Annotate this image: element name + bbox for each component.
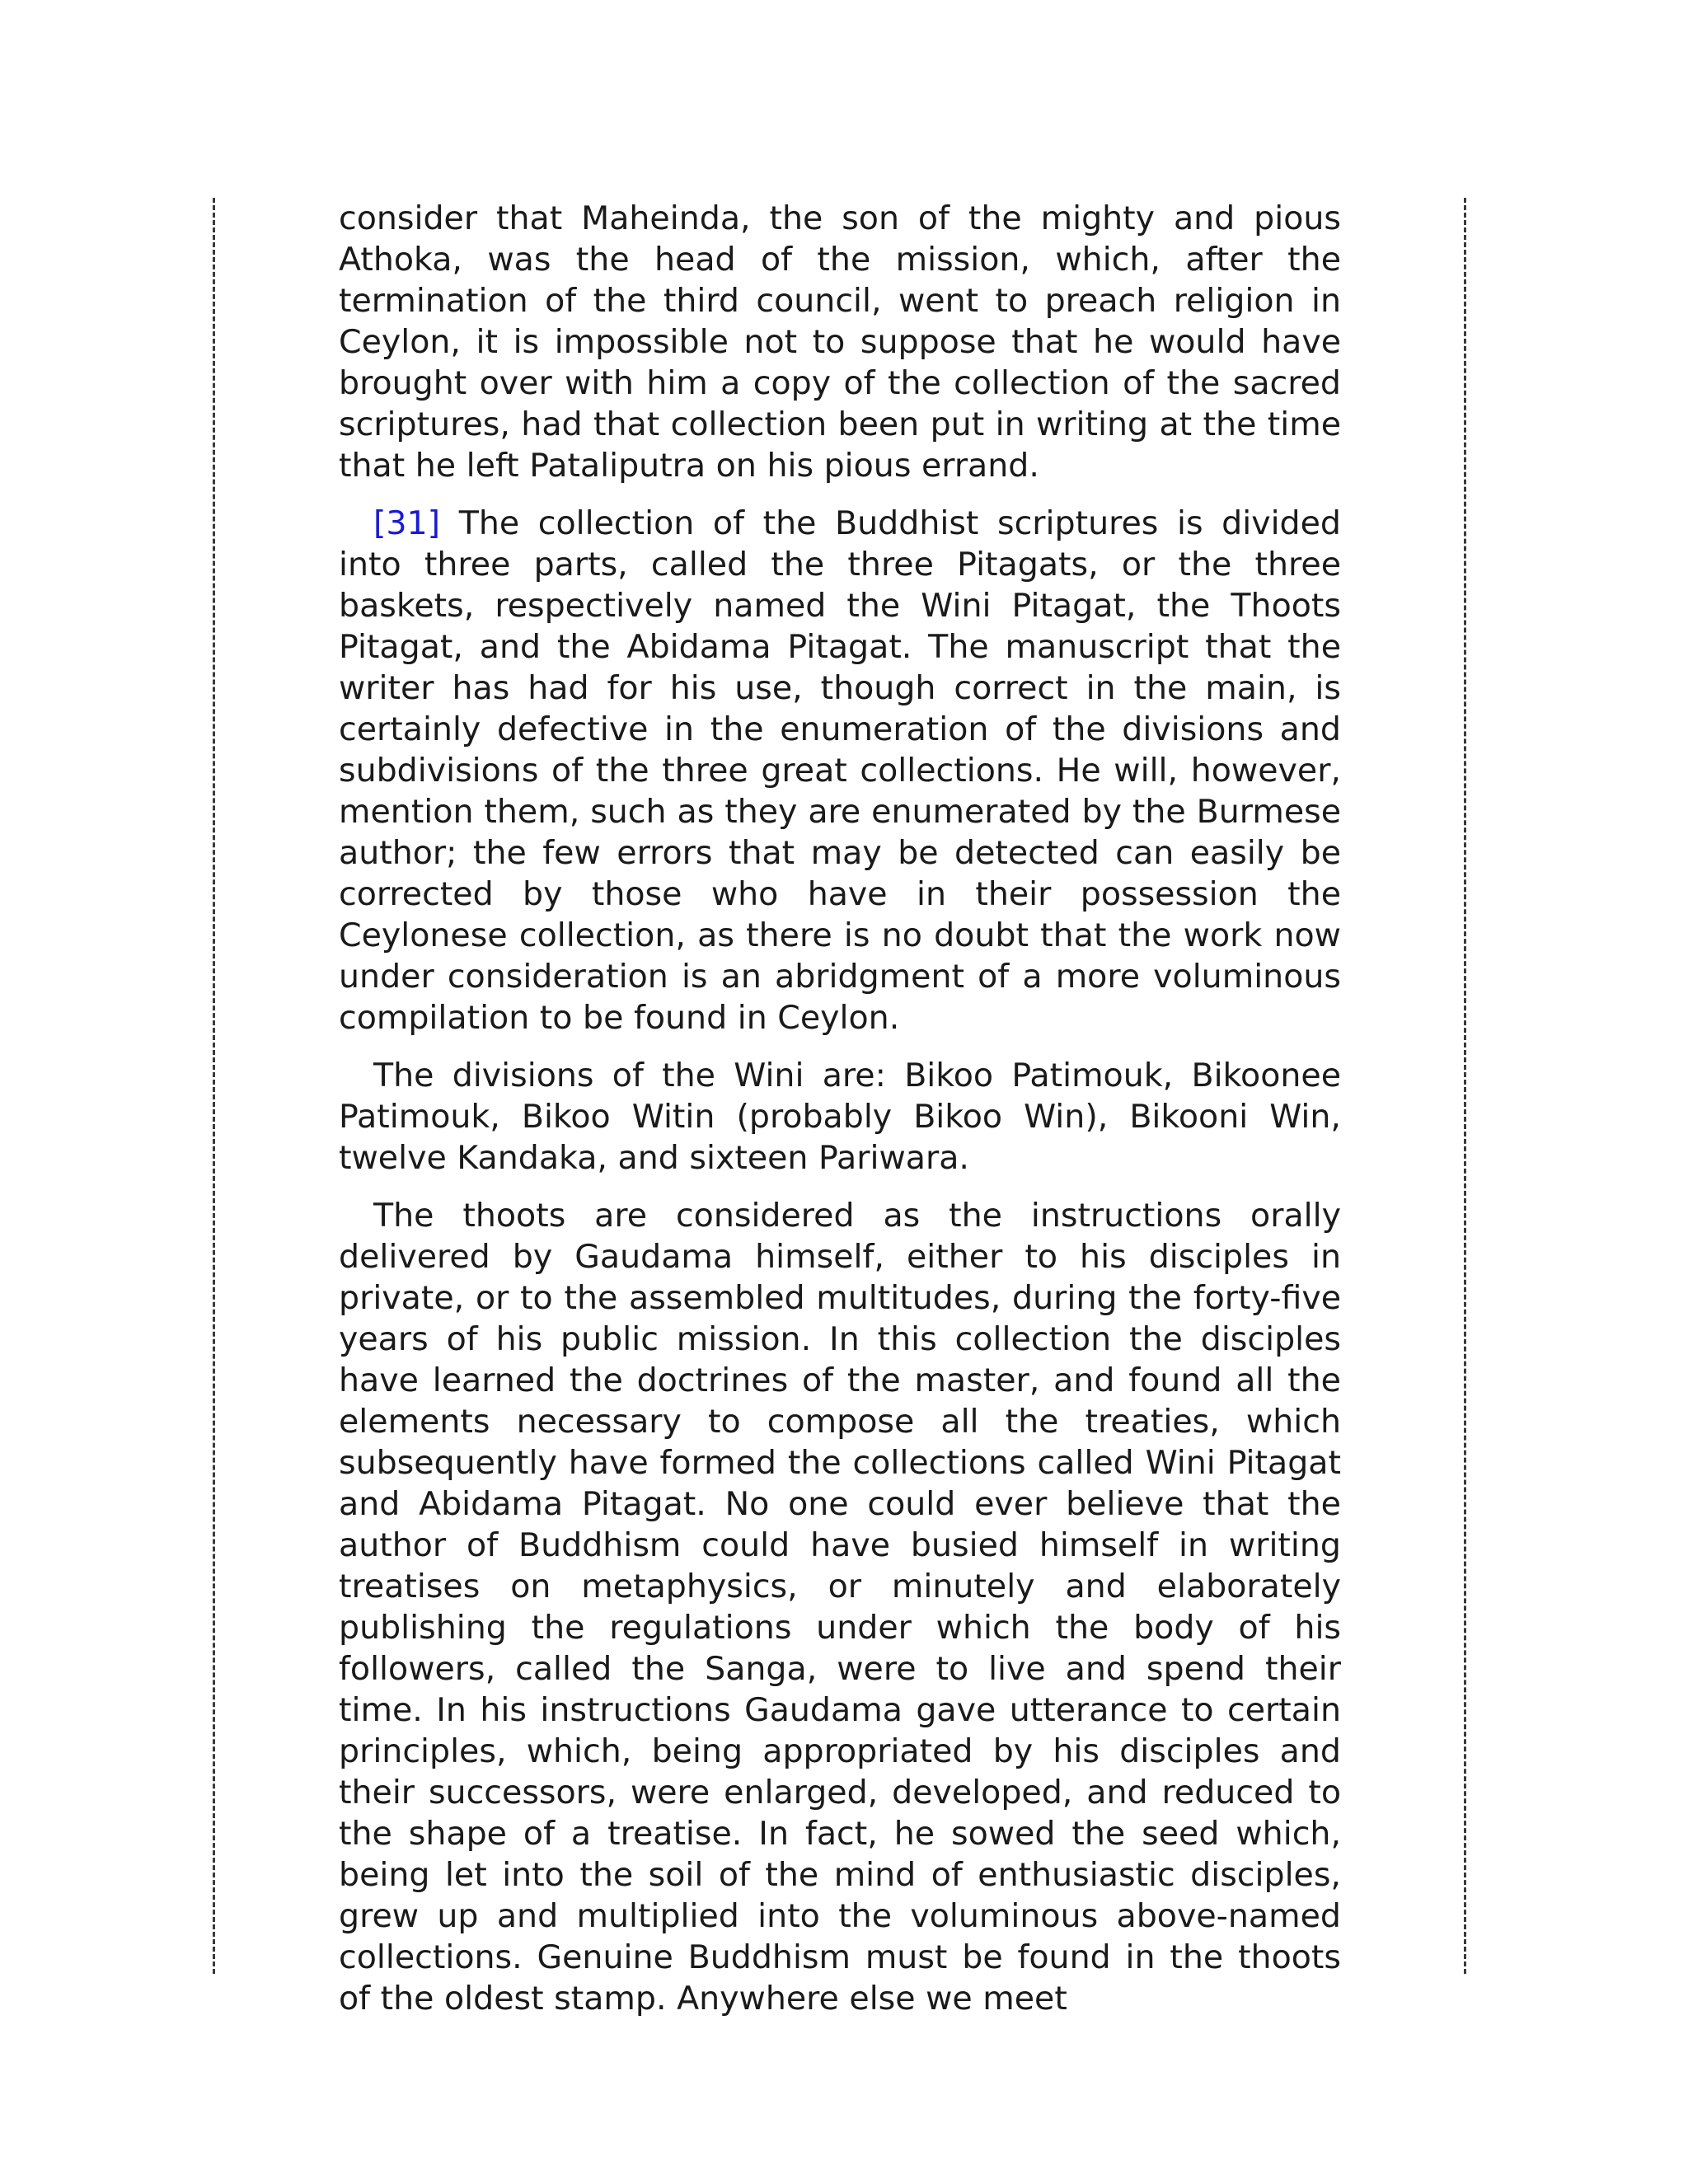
paragraph-1: consider that Maheinda, the son of the mighty and pious Athoka, was the head of the mission, which, after the termination of the third council, went to preach religion in Ceylon, it is impossible not to suppose that he would have brought over with him a copy of the collection of the sacred scriptures, had that collection been put in writing at the time that he left Pataliputra on his pious errand.	[339, 199, 1341, 485]
left-margin-rule	[213, 198, 215, 1974]
paragraph-2	[339, 503, 1341, 1038]
page-number-link[interactable]: [31]	[373, 504, 441, 542]
page-text	[339, 198, 1341, 2036]
right-margin-rule	[1464, 198, 1466, 1974]
paragraph-4: The thoots are considered as the instructions orally delivered by Gaudama himself, either to his disciples in private, or to the assembled multitudes, during the forty-five years of his public mission. In this collection the disciples have learned the doctrines of the master, and found all the elements necessary to compose all the treaties, which subsequently have formed the collections called Wini Pitagat and Abidama Pitagat. No one could ever believe that the author of Buddhism could have busied himself in writing treatises on metaphysics, or minutely and elaborately publishing the regulations under which the body of his followers, called the Sanga, were to live and spend their time. In his instructions Gaudama gave utterance to certain principles, which, being appropriated by his disciples and their successors, were enlarged, developed, and reduced to the shape of a treatise. In fact, he sowed the seed which, being let into the soil of the mind of enthusiastic disciples, grew up and multiplied into the voluminous above-named collections. Genuine Buddhism must be found in the thoots of the oldest stamp. Anywhere else we meet	[339, 1197, 1341, 2018]
paragraph-3: The divisions of the Wini are: Bikoo Patimouk, Bikoonee Patimouk, Bikoo Witin (probably Bikoo Win), Bikooni Win, twelve Kandaka, and sixteen Pariwara.	[339, 1057, 1341, 1177]
paragraph-2-text: The collection of the Buddhist scriptures is divided into three parts, called the three Pitagats, or the three baskets, respectively named the Wini Pitagat, the Thoots Pitagat, and the Abidama Pitagat. The manuscript that the writer has had for his use, though correct in the main, is certainly defective in the enumeration of the divisions and subdivisions of the three great collections. He will, however, mention them, such as they are enumerated by the Burmese author; the few errors that may be detected can easily be corrected by those who have in their possession the Ceylonese collection, as there is no doubt that the work now under consideration is an abridgment of a more voluminous compilation to be found in Ceylon.	[339, 504, 1341, 1037]
